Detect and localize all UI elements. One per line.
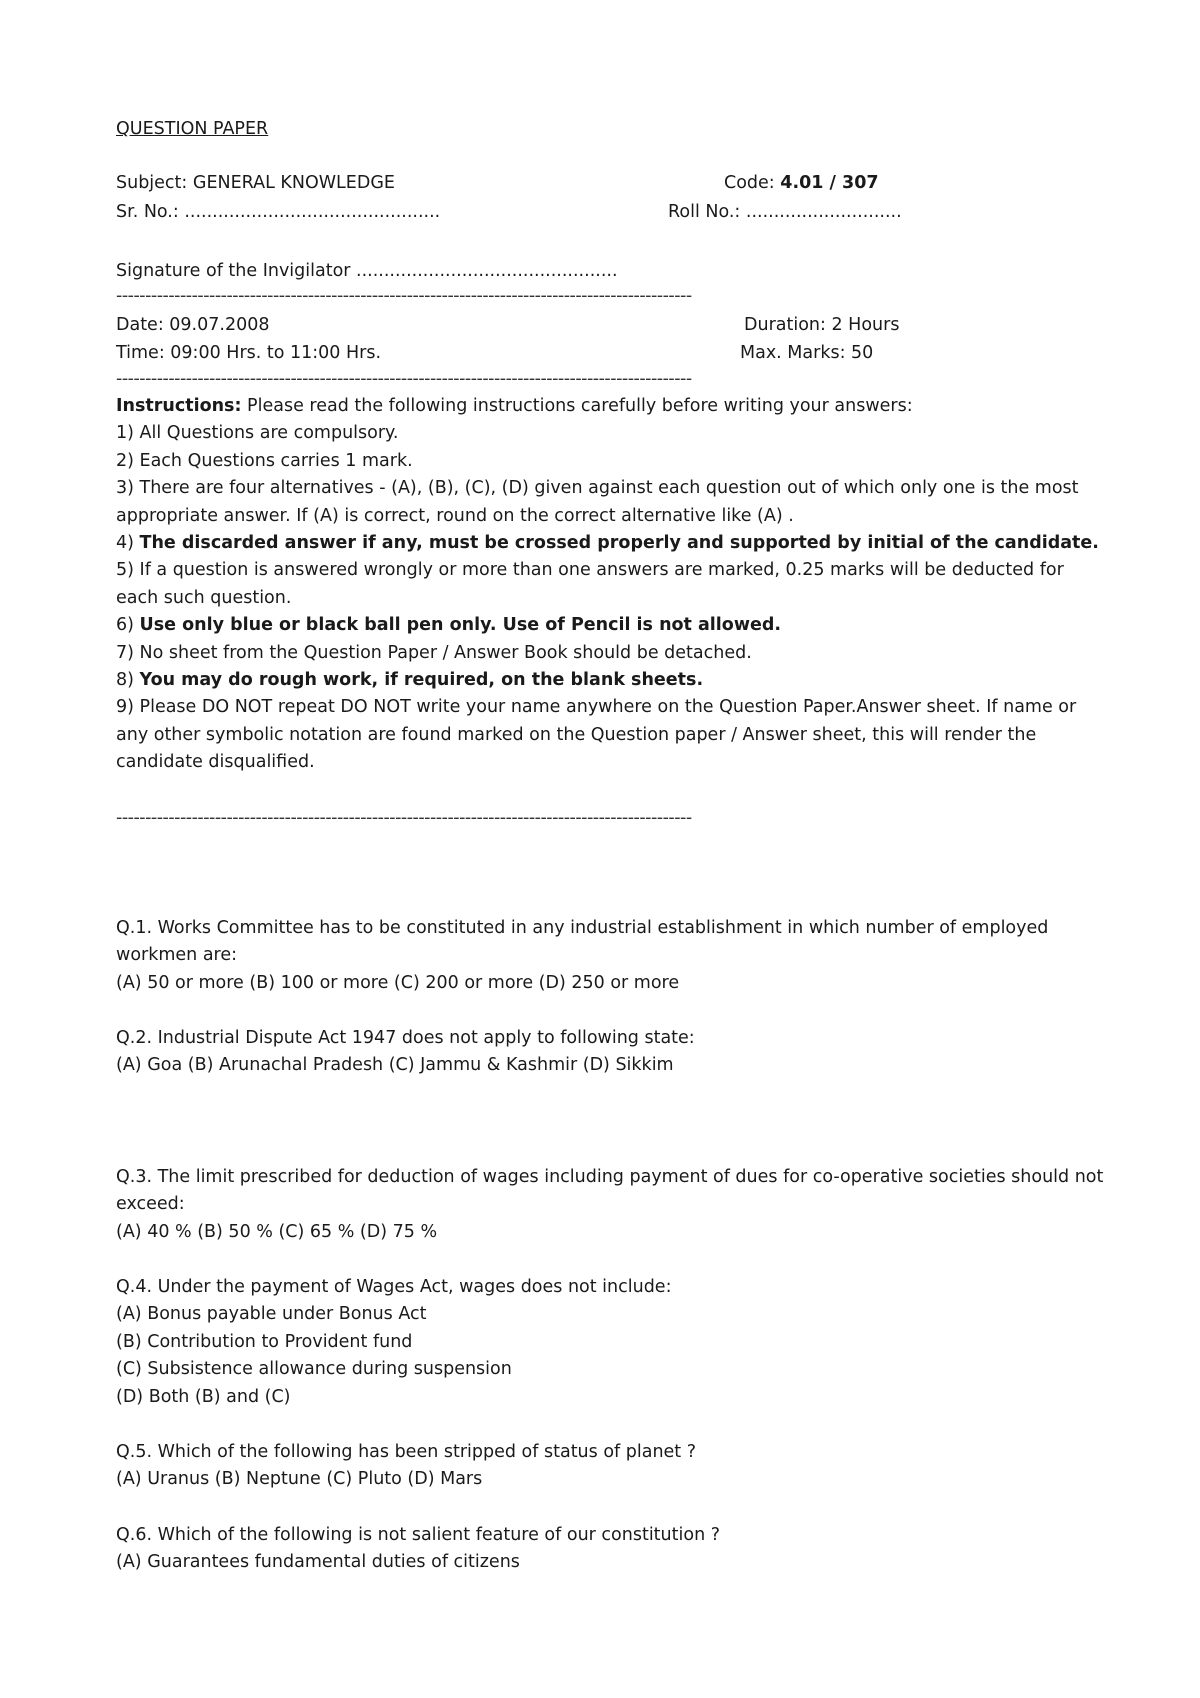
subject-line	[116, 170, 395, 197]
code-value: 4.01 / 307	[780, 173, 879, 193]
question-3	[116, 1164, 1106, 1246]
question-text: Q.2. Industrial Dispute Act 1947 does not apply to following state:	[116, 1028, 695, 1048]
max-marks: Max. Marks: 50	[740, 343, 874, 363]
question-option: (A) Guarantees fundamental duties of citizens	[116, 1552, 520, 1573]
question-2	[116, 1025, 1106, 1080]
instruction-item: 7) No sheet from the Question Paper / Answer Book should be detached.	[116, 642, 752, 663]
instruction-item: 2) Each Questions carries 1 mark.	[116, 450, 413, 471]
question-options: (A) Uranus (B) Neptune (C) Pluto (D) Mars	[116, 1469, 483, 1490]
question-options: (A) 50 or more (B) 100 or more (C) 200 or more (D) 250 or more	[116, 972, 680, 993]
question-option: (D) Both (B) and (C)	[116, 1386, 291, 1407]
instruction-item: 4) The discarded answer if any, must be crossed properly and supported by initial of the candidate.	[116, 533, 1099, 554]
divider: ---------------------------------------------------------------------------------------------------	[116, 808, 692, 828]
instruction-item: 1) All Questions are compulsory.	[116, 423, 399, 444]
question-5	[116, 1439, 1106, 1494]
question-option: (B) Contribution to Provident fund	[116, 1331, 413, 1352]
subject-value: GENERAL KNOWLEDGE	[192, 173, 395, 193]
question-4	[116, 1274, 1106, 1411]
instructions-intro: Instructions: Please read the following instructions carefully before writing your answers:	[116, 396, 913, 416]
question-options: (A) 40 % (B) 50 % (C) 65 % (D) 75 %	[116, 1221, 438, 1242]
invigilator-signature-field: Signature of the Invigilator ...............................................	[116, 261, 618, 281]
question-text: Q.6. Which of the following is not salient feature of our constitution ?	[116, 1525, 721, 1545]
exam-time: Time: 09:00 Hrs. to 11:00 Hrs.	[116, 343, 382, 363]
question-text: Q.4. Under the payment of Wages Act, wages does not include:	[116, 1277, 672, 1297]
page-title: QUESTION PAPER	[116, 119, 269, 139]
exam-date: Date: 09.07.2008	[116, 315, 270, 335]
instruction-item: 9) Please DO NOT repeat DO NOT write your name anywhere on the Question Paper.Answer sheet. If name or any other symbolic notation are found marked on the Question paper / Answer sheet, this will render the candidate disqualified.	[116, 697, 1077, 773]
divider: ---------------------------------------------------------------------------------------------------	[116, 286, 692, 306]
question-6	[116, 1522, 1106, 1577]
subject-label: Subject:	[116, 173, 193, 193]
instruction-item: 8) You may do rough work, if required, on the blank sheets.	[116, 670, 704, 691]
instruction-item: 6) Use only blue or black ball pen only. Use of Pencil is not allowed.	[116, 615, 782, 636]
instructions-section	[116, 393, 1106, 777]
sr-no-field: Sr. No.: ..............................................	[116, 202, 441, 222]
question-text: Q.1. Works Committee has to be constituted in any industrial establishment in which number of employed workmen are:	[116, 918, 1049, 966]
instructions-heading: Instructions:	[116, 396, 242, 416]
question-options: (A) Goa (B) Arunachal Pradesh (C) Jammu & Kashmir (D) Sikkim	[116, 1055, 674, 1076]
exam-duration: Duration: 2 Hours	[744, 315, 900, 335]
roll-no-field: Roll No.: ............................	[668, 202, 902, 222]
instruction-item: 5) If a question is answered wrongly or more than one answers are marked, 0.25 marks will be deducted for each such question.	[116, 560, 1064, 608]
question-text: Q.5. Which of the following has been stripped of status of planet ?	[116, 1442, 697, 1462]
instruction-item: 3) There are four alternatives - (A), (B), (C), (D) given against each question out of which only one is the most appropriate answer. If (A) is correct, round on the correct alternative like (A) .	[116, 478, 1079, 526]
question-text: Q.3. The limit prescribed for deduction of wages including payment of dues for co-operative societies should not exceed:	[116, 1167, 1104, 1215]
question-option: (A) Bonus payable under Bonus Act	[116, 1304, 427, 1325]
divider: ---------------------------------------------------------------------------------------------------	[116, 369, 692, 389]
question-option: (C) Subsistence allowance during suspension	[116, 1359, 512, 1380]
code-label: Code:	[724, 173, 781, 193]
code-line	[724, 170, 879, 197]
question-1	[116, 915, 1106, 997]
